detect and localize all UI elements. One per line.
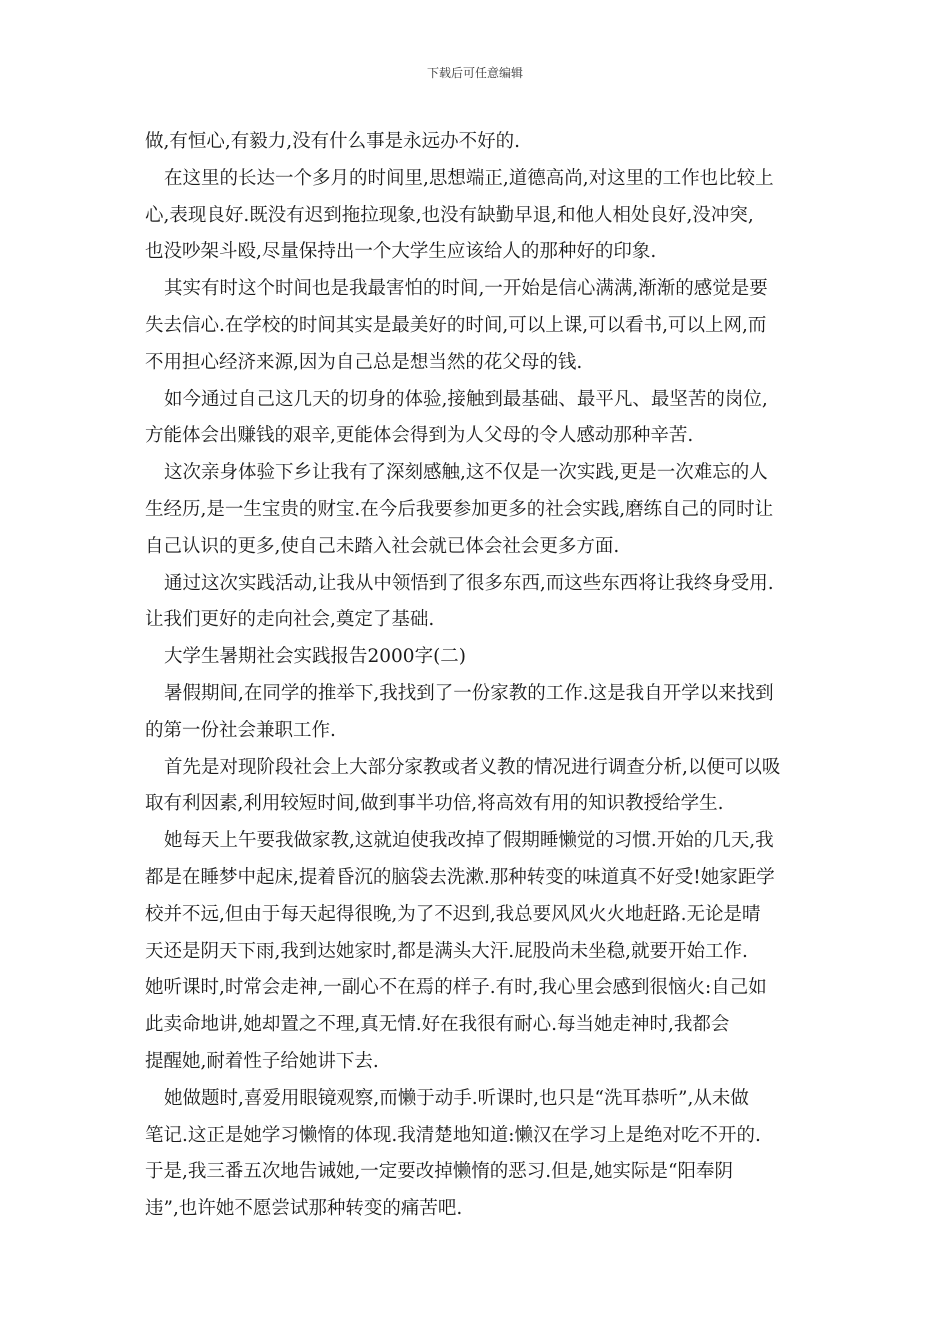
text-line: 于是,我三番五次地告诫她,一定要改掉懒惰的恶习.但是,她实际是“阳奉阴 (145, 1161, 733, 1183)
paragraph (145, 1081, 810, 1228)
text-line: 的第一份社会兼职工作. (145, 719, 336, 741)
text-line: 做,有恒心,有毅力,没有什么事是永远办不好的. (145, 131, 521, 152)
paragraph (145, 382, 810, 456)
text-line: 通过这次实践活动,让我从中领悟到了很多东西,而这些东西将让我终身受用. (164, 572, 774, 594)
text-line: 方能体会出赚钱的艰辛,更能体会得到为人父母的令人感动那种辛苦. (145, 425, 694, 447)
text-line: 她每天上午要我做家教,这就迫使我改掉了假期睡懒觉的习惯.开始的几天,我 (164, 830, 774, 852)
text-line: 笔记.这正是她学习懒惰的体现.我清楚地知道:懒汉在学习上是绝对吃不开的. (145, 1124, 761, 1146)
text-line: 其实有时这个时间也是我最害怕的时间,一开始是信心满满,渐渐的感觉是要 (164, 278, 768, 300)
page-header-note: 下载后可任意编辑 (426, 66, 523, 80)
text-line: 她听课时,时常会走神,一副心不在焉的样子.有时,我心里会感到很恼火:自己如 (145, 977, 767, 999)
text-line: 失去信心.在学校的时间其实是最美好的时间,可以上课,可以看书,可以上网,而 (145, 314, 767, 336)
paragraph (145, 161, 810, 271)
paragraph (145, 566, 810, 640)
text-line: 在这里的长达一个多月的时间里,思想端正,道德高尚,对这里的工作也比较上 (164, 167, 774, 189)
text-line: 首先是对现阶段社会上大部分家教或者义教的情况进行调查分析,以便可以吸 (164, 756, 781, 778)
text-line: 让我们更好的走向社会,奠定了基础. (145, 609, 435, 631)
paragraph (145, 750, 810, 824)
text-line: 生经历,是一生宝贵的财宝.在今后我要参加更多的社会实践,磨练自己的同时让 (145, 498, 774, 520)
text-line: 不用担心经济来源,因为自己总是想当然的花父母的钱. (145, 351, 583, 373)
text-line: 这次亲身体验下乡让我有了深刻感触,这不仅是一次实践,更是一次难忘的人 (164, 462, 768, 484)
text-line: 自己认识的更多,使自己未踏入社会就已体会社会更多方面. (145, 535, 620, 557)
paragraph (145, 676, 810, 750)
section-heading (145, 639, 810, 676)
text-line: 她做题时,喜爱用眼镜观察,而懒于动手.听课时,也只是“洗耳恭听”,从未做 (164, 1087, 749, 1109)
text-line: 也没吵架斗殴,尽量保持出一个大学生应该给人的那种好的印象. (145, 241, 657, 263)
text-line: 提醒她,耐着性子给她讲下去. (145, 1050, 379, 1072)
text-line: 校并不远,但由于每天起得很晚,为了不迟到,我总要风风火火地赶路.无论是晴 (145, 903, 761, 925)
text-line: 如今通过自己这几天的切身的体验,接触到最基础、最平凡、最坚苦的岗位, (164, 388, 768, 410)
text-line: 大学生暑期社会实践报告2000字(二) (164, 646, 467, 668)
text-line: 违”,也许她不愿尝试那种转变的痛苦吧. (145, 1198, 463, 1220)
text-line: 心,表现良好.既没有迟到拖拉现象,也没有缺勤早退,和他人相处良好,没冲突, (145, 204, 754, 226)
text-line: 天还是阴天下雨,我到达她家时,都是满头大汗.屁股尚未坐稳,就要开始工作. (145, 940, 748, 962)
paragraph (145, 455, 810, 565)
document-body (145, 124, 810, 1228)
text-line: 都是在睡梦中起床,提着昏沉的脑袋去洗漱.那种转变的味道真不好受!她家距学 (145, 866, 775, 888)
paragraph (145, 124, 810, 161)
text-line: 此卖命地讲,她却置之不理,真无情.好在我很有耐心.每当她走神时,我都会 (145, 1014, 730, 1036)
text-line: 暑假期间,在同学的推举下,我找到了一份家教的工作.这是我自开学以来找到 (164, 682, 774, 704)
text-line: 取有利因素,利用较短时间,做到事半功倍,将高效有用的知识教授给学生. (145, 793, 724, 815)
paragraph (145, 823, 810, 1081)
paragraph (145, 271, 810, 381)
